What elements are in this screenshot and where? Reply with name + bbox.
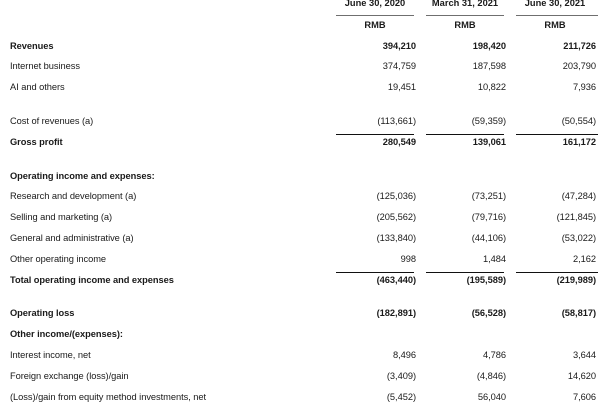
spacer-cell	[0, 285, 330, 298]
row-value-cell-3	[510, 72, 600, 93]
row-label-cell	[0, 51, 330, 72]
header-date-cell-3	[510, 0, 600, 11]
row-value-cell-2	[420, 30, 510, 51]
table-section-header-row	[0, 319, 600, 340]
column-date-1: June 30, 2020	[344, 0, 406, 8]
row-value-cell-3	[510, 222, 600, 243]
row-label: (Loss)/gain from equity method investments, net	[10, 391, 207, 402]
row-value-cell-1	[330, 298, 420, 319]
row-value-cell-1	[330, 72, 420, 93]
row-value-cell-3	[510, 339, 600, 360]
row-value-2: (79,716)	[471, 212, 506, 223]
column-date-2: March 31, 2021	[431, 0, 499, 8]
row-label-cell	[0, 319, 330, 340]
row-value-2: (56,528)	[471, 308, 506, 319]
row-value-1: 19,451	[387, 82, 416, 93]
row-value-3: (50,554)	[561, 115, 596, 126]
row-label-cell	[0, 264, 330, 285]
row-label-cell	[0, 243, 330, 264]
spacer-cell	[510, 285, 600, 298]
row-value-cell-1	[330, 381, 420, 402]
spacer-cell	[510, 147, 600, 160]
row-value-2: 139,061	[472, 136, 506, 147]
row-value-cell-3	[510, 160, 600, 181]
row-value-3: 161,172	[562, 136, 596, 147]
row-value-cell-3	[510, 360, 600, 381]
spacer-cell	[330, 92, 420, 105]
header-date-cell-2	[420, 0, 510, 11]
column-currency-1: RMB	[364, 20, 386, 30]
table-spacer-row	[0, 92, 600, 105]
row-value-2: (195,589)	[466, 274, 506, 285]
row-label: Operating loss	[10, 308, 75, 319]
row-value-cell-1	[330, 181, 420, 202]
row-value-cell-3	[510, 126, 600, 147]
row-value-3: 211,726	[563, 40, 596, 51]
row-label-cell	[0, 126, 330, 147]
header-spacer-cell	[0, 0, 330, 11]
row-value-cell-2	[420, 160, 510, 181]
table-section-header-row	[0, 160, 600, 181]
table-row	[0, 51, 600, 72]
row-value-1: 998	[400, 253, 416, 264]
row-value-cell-2	[420, 243, 510, 264]
row-value-cell-3	[510, 30, 600, 51]
row-value-2: (73,251)	[471, 191, 506, 202]
row-value-2: 10,822	[477, 82, 506, 93]
row-label: Total operating income and expenses	[10, 274, 174, 285]
row-value-cell-1	[330, 126, 420, 147]
spacer-cell	[330, 285, 420, 298]
row-value-cell-2	[420, 105, 510, 126]
row-value-3: 2,162	[572, 253, 596, 264]
row-label: General and administrative (a)	[10, 232, 134, 243]
row-value-cell-2	[420, 360, 510, 381]
header-currency-cell-2	[420, 11, 510, 30]
row-label-cell	[0, 72, 330, 93]
currency-spacer-cell	[0, 11, 330, 30]
column-currency-2: RMB	[454, 20, 476, 30]
row-value-cell-2	[420, 264, 510, 285]
column-date-3: June 30, 2021	[524, 0, 586, 8]
row-label-cell	[0, 160, 330, 181]
row-value-3: (219,989)	[556, 274, 596, 285]
row-value-cell-3	[510, 181, 600, 202]
row-value-3: 203,790	[562, 61, 596, 72]
row-value-cell-3	[510, 264, 600, 285]
spacer-cell	[0, 147, 330, 160]
row-value-cell-3	[510, 51, 600, 72]
row-label-cell	[0, 181, 330, 202]
row-value-3: 7,936	[572, 82, 596, 93]
table-subtotal-row	[0, 126, 600, 147]
table-row	[0, 243, 600, 264]
row-label: Other operating income	[10, 253, 107, 264]
subtotal-rule-3	[510, 132, 600, 147]
row-value-cell-1	[330, 222, 420, 243]
row-value-1: (113,661)	[377, 115, 416, 126]
row-value-2: (44,106)	[471, 232, 506, 243]
row-value-2: 1,484	[482, 253, 506, 264]
row-value-cell-2	[420, 298, 510, 319]
spacer-cell	[420, 147, 510, 160]
row-value-1: (3,409)	[386, 370, 416, 381]
subtotal-rule-1	[330, 132, 420, 147]
row-value-cell-2	[420, 51, 510, 72]
subtotal-rule-3	[510, 270, 600, 285]
row-value-cell-1	[330, 30, 420, 51]
row-label-cell	[0, 381, 330, 402]
row-value-2: 198,420	[472, 40, 506, 51]
row-label-cell	[0, 222, 330, 243]
row-value-cell-2	[420, 222, 510, 243]
row-value-1: (125,036)	[376, 191, 416, 202]
row-value-1: (205,562)	[376, 212, 416, 223]
row-label: Gross profit	[10, 136, 63, 147]
row-value-2: 56,040	[477, 391, 506, 402]
row-label: Cost of revenues (a)	[10, 115, 94, 126]
row-value-cell-3	[510, 202, 600, 223]
table-row	[0, 298, 600, 319]
row-value-2: (4,846)	[476, 370, 506, 381]
row-label: Revenues	[10, 40, 54, 51]
table-row	[0, 72, 600, 93]
row-value-2: (59,359)	[471, 115, 506, 126]
row-label-cell	[0, 202, 330, 223]
row-label: Interest income, net	[10, 349, 91, 360]
subtotal-rule-1	[330, 270, 420, 285]
row-value-3: (53,022)	[561, 232, 596, 243]
table-row	[0, 381, 600, 402]
row-value-1: 280,549	[382, 136, 416, 147]
section-header-label: Other income/(expenses):	[10, 329, 123, 340]
row-value-2: 187,598	[472, 61, 506, 72]
row-label-cell	[0, 30, 330, 51]
row-value-cell-3	[510, 298, 600, 319]
table-row	[0, 105, 600, 126]
row-value-cell-1	[330, 202, 420, 223]
row-value-1: (133,840)	[376, 232, 416, 243]
row-value-cell-1	[330, 319, 420, 340]
spacer-cell	[420, 92, 510, 105]
spacer-cell	[420, 285, 510, 298]
row-value-cell-2	[420, 202, 510, 223]
spacer-cell	[0, 92, 330, 105]
table-subtotal-row	[0, 264, 600, 285]
table-row	[0, 30, 600, 51]
table-spacer-row	[0, 147, 600, 160]
row-value-cell-1	[330, 360, 420, 381]
row-value-1: 374,759	[382, 61, 416, 72]
row-value-cell-2	[420, 319, 510, 340]
row-value-cell-3	[510, 381, 600, 402]
table-row	[0, 222, 600, 243]
row-label: Internet business	[10, 61, 80, 72]
spacer-cell	[330, 147, 420, 160]
row-value-3: (121,845)	[556, 212, 596, 223]
row-value-cell-2	[420, 72, 510, 93]
column-currency-3: RMB	[544, 20, 566, 30]
row-value-cell-1	[330, 264, 420, 285]
row-value-cell-1	[330, 51, 420, 72]
spacer-cell	[510, 92, 600, 105]
row-value-3: (47,284)	[561, 191, 596, 202]
row-label: Selling and marketing (a)	[10, 212, 113, 223]
table-row	[0, 202, 600, 223]
header-rule-2	[420, 15, 510, 30]
table-spacer-row	[0, 285, 600, 298]
header-date-cell-1	[330, 0, 420, 11]
row-label: Research and development (a)	[10, 191, 137, 202]
row-value-1: 394,210	[382, 40, 416, 51]
row-value-cell-1	[330, 160, 420, 181]
row-value-2: 4,786	[482, 349, 506, 360]
header-rule-3	[510, 15, 600, 30]
subtotal-rule-2	[420, 270, 510, 285]
header-rule-1	[330, 15, 420, 30]
row-value-1: (463,440)	[376, 274, 416, 285]
row-value-cell-2	[420, 126, 510, 147]
row-value-cell-2	[420, 339, 510, 360]
row-value-1: (182,891)	[376, 308, 416, 319]
row-label-cell	[0, 360, 330, 381]
table-row	[0, 360, 600, 381]
row-value-1: 8,496	[392, 349, 416, 360]
row-value-cell-2	[420, 381, 510, 402]
header-currency-cell-3	[510, 11, 600, 30]
row-value-cell-1	[330, 339, 420, 360]
row-value-3: 14,620	[567, 370, 596, 381]
row-value-cell-3	[510, 243, 600, 264]
row-label: AI and others	[10, 82, 65, 93]
row-value-3: 3,644	[572, 349, 596, 360]
row-label-cell	[0, 298, 330, 319]
table-row	[0, 181, 600, 202]
subtotal-rule-2	[420, 132, 510, 147]
row-label-cell	[0, 105, 330, 126]
row-label-cell	[0, 339, 330, 360]
row-value-cell-3	[510, 105, 600, 126]
row-value-1: (5,452)	[386, 391, 416, 402]
row-value-cell-2	[420, 181, 510, 202]
row-value-3: (58,817)	[561, 308, 596, 319]
row-value-3: 7,606	[572, 391, 596, 402]
table-row	[0, 339, 600, 360]
row-label: Foreign exchange (loss)/gain	[10, 370, 129, 381]
table-header-currency	[0, 11, 600, 30]
row-value-cell-1	[330, 243, 420, 264]
header-currency-cell-1	[330, 11, 420, 30]
section-header-label: Operating income and expenses:	[10, 170, 155, 181]
table-header-dates	[0, 0, 600, 11]
row-value-cell-3	[510, 319, 600, 340]
row-value-cell-1	[330, 105, 420, 126]
